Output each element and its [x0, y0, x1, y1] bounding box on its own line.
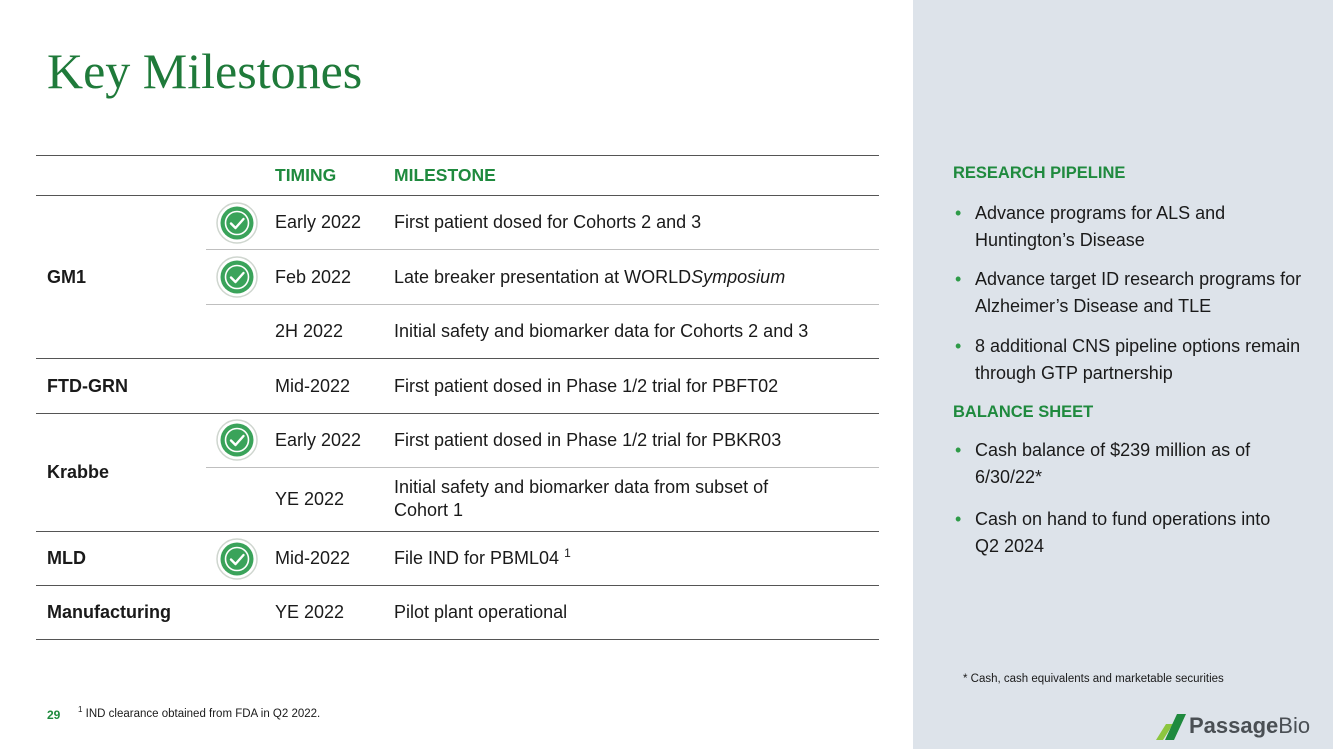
- research-pipeline-heading: RESEARCH PIPELINE: [953, 164, 1126, 182]
- group-rule: [36, 531, 879, 532]
- table-top-rule: [36, 155, 879, 156]
- sidebar-bullet-item: [953, 333, 1313, 387]
- logo-wordmark: [1189, 713, 1310, 739]
- logo-word-passage: Passage: [1189, 713, 1279, 738]
- header-rule: [36, 195, 879, 196]
- page-number: 29: [47, 708, 61, 722]
- cash-footnote: * Cash, cash equivalents and marketable securities: [963, 673, 1224, 685]
- milestone-text: Initial safety and biomarker data from subset of: [394, 477, 769, 497]
- bullet-icon: •: [955, 440, 962, 460]
- logo-word-bio: Bio: [1278, 713, 1311, 738]
- check-circle-icon: [216, 419, 258, 461]
- footnote-text: IND clearance obtained from FDA in Q2 2022.: [85, 708, 321, 720]
- check-circle-icon: [216, 202, 258, 244]
- page-title: Key Milestones: [47, 43, 363, 99]
- timing-cell: Early 2022: [275, 212, 362, 232]
- timing-cell: YE 2022: [275, 602, 345, 622]
- group-rule: [36, 585, 879, 586]
- bullet-icon: •: [955, 203, 962, 223]
- check-circle-icon: [216, 538, 258, 580]
- bullet-icon: •: [955, 269, 962, 289]
- milestone-cell: Pilot plant operational: [394, 602, 568, 622]
- group-label-ftd-grn: FTD-GRN: [47, 376, 128, 396]
- header-milestone: MILESTONE: [394, 165, 496, 185]
- row-divider: [206, 249, 879, 250]
- milestone-cell: [394, 476, 768, 522]
- milestone-cell: First patient dosed in Phase 1/2 trial for PBFT02: [394, 376, 779, 396]
- group-label-krabbe: Krabbe: [47, 462, 110, 482]
- timing-cell: Mid-2022: [275, 376, 351, 396]
- group-rule: [36, 413, 879, 414]
- footnote-marker: 1: [564, 546, 571, 560]
- balance-sheet-heading: BALANCE SHEET: [953, 403, 1094, 421]
- header-timing: TIMING: [275, 165, 337, 185]
- milestone-cell: Initial safety and biomarker data for Cohorts 2 and 3: [394, 321, 809, 341]
- milestone-cell: [394, 547, 571, 570]
- passage-bio-logo-icon: [1156, 714, 1186, 740]
- milestone-cell: First patient dosed for Cohorts 2 and 3: [394, 212, 702, 232]
- milestone-cell: [394, 266, 785, 289]
- footnote-marker: 1: [78, 705, 83, 715]
- check-circle-icon: [216, 256, 258, 298]
- timing-cell: Mid-2022: [275, 548, 351, 568]
- timing-cell: Early 2022: [275, 430, 362, 450]
- milestone-text: File IND for PBML04: [394, 548, 560, 568]
- bullet-text: Advance programs for ALS and Huntington’s Disease: [975, 203, 1226, 250]
- sidebar-bullet-item: [953, 506, 1293, 560]
- milestone-text-line2: Cohort 1: [394, 500, 464, 520]
- milestone-cell: First patient dosed in Phase 1/2 trial for PBKR03: [394, 430, 782, 450]
- group-label-manufacturing: Manufacturing: [47, 602, 171, 622]
- bullet-text: 8 additional CNS pipeline options remain through GTP partnership: [975, 336, 1301, 383]
- table-bottom-rule: [36, 639, 879, 640]
- milestone-text: Late breaker presentation at WORLD: [394, 267, 692, 287]
- bullet-text: Cash balance of $239 million as of 6/30/22*: [975, 440, 1251, 487]
- timing-cell: 2H 2022: [275, 321, 344, 341]
- row-divider: [206, 304, 879, 305]
- group-label-gm1: GM1: [47, 267, 87, 287]
- group-label-mld: MLD: [47, 548, 86, 568]
- timing-cell: Feb 2022: [275, 267, 352, 287]
- bullet-icon: •: [955, 336, 962, 356]
- group-rule: [36, 358, 879, 359]
- bullet-text: Cash on hand to fund operations into Q2 2024: [975, 509, 1271, 556]
- timing-cell: YE 2022: [275, 489, 345, 509]
- sidebar-bullet-item: [953, 200, 1313, 254]
- bullet-icon: •: [955, 509, 962, 529]
- milestone-text-italic: Symposium: [691, 267, 786, 287]
- sidebar-bullet-item: [953, 437, 1283, 491]
- sidebar-panel: [913, 0, 1333, 749]
- sidebar-bullet-item: [953, 266, 1313, 320]
- row-divider: [206, 467, 879, 468]
- footnote: [78, 705, 321, 720]
- bullet-text: Advance target ID research programs for Alzheimer’s Disease and TLE: [975, 269, 1302, 316]
